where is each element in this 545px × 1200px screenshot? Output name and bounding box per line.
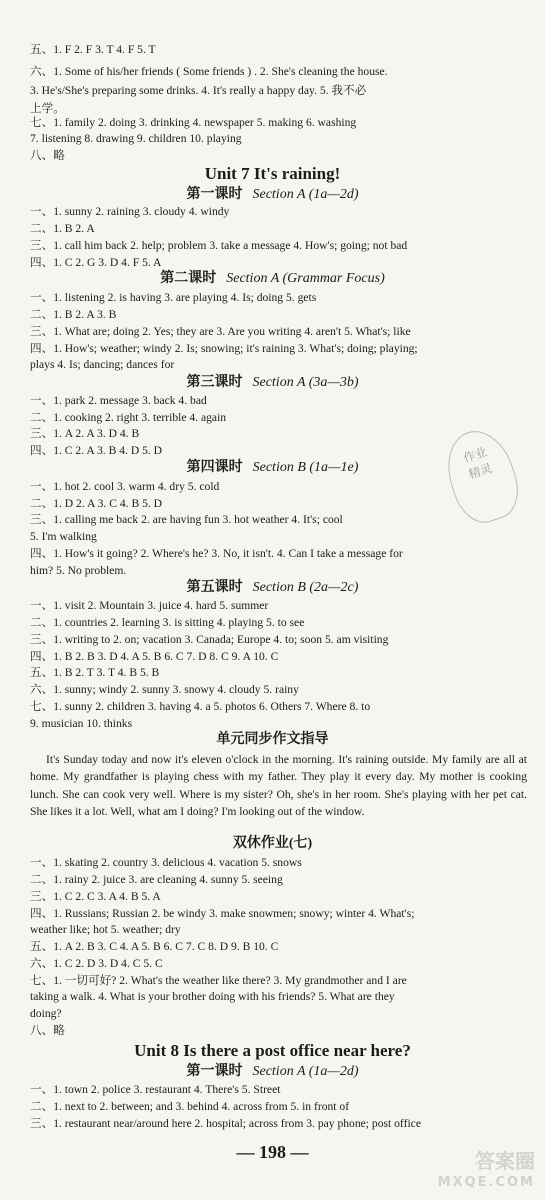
answer-line: 9. musician 10. thinks (30, 717, 133, 730)
answer-line: 四、1. C 2. A 3. B 4. D 5. D (30, 444, 163, 457)
watermark-text: 答案圈 (475, 1149, 535, 1173)
answer-line: 四、1. B 2. B 3. D 4. A 5. B 6. C 7. D 8. C 9. A 10. C (30, 650, 279, 663)
answer-line: 一、1. hot 2. cool 3. warm 4. dry 5. cold (30, 480, 220, 493)
answer-line: 一、1. park 2. message 3. back 4. bad (30, 394, 207, 407)
unit-title: Unit 8 Is there a post office near here? (134, 1041, 411, 1060)
answer-line: 二、1. countries 2. learning 3. is sitting 4. playing 5. to see (30, 616, 305, 629)
stamp-text: 作业 (461, 444, 489, 466)
answer-line: 一、1. town 2. police 3. restaurant 4. There's 5. Street (30, 1083, 281, 1096)
answer-line: 上学。 (30, 102, 65, 115)
answer-line: 二、1. rainy 2. juice 3. are cleaning 4. sunny 5. seeing (30, 873, 283, 886)
section-cn: 第五课时 (186, 580, 243, 595)
answer-line: 六、1. C 2. D 3. D 4. C 5. C (30, 957, 163, 970)
essay-title (0, 730, 545, 750)
answer-line: 五、1. B 2. T 3. T 4. B 5. B (30, 666, 160, 679)
answer-line: 五、1. A 2. B 3. C 4. A 5. B 6. C 7. C 8. D 9. B 10. C (30, 940, 279, 953)
section-title (0, 373, 545, 393)
stamp-text: 精灵 (466, 460, 495, 482)
section-title (0, 578, 545, 598)
section-cn: 第一课时 (186, 187, 243, 202)
answer-line: 5. I'm walking (30, 530, 97, 543)
answer-line: 三、1. calling me back 2. are having fun 3. hot weather 4. It's; cool (30, 513, 343, 526)
essay-title-text: 单元同步作文指导 (216, 732, 329, 747)
section-en: Section A (1a—2d) (252, 1064, 359, 1079)
section-cn: 第一课时 (186, 1064, 243, 1079)
unit-title: Unit 7 It's raining! (204, 164, 341, 183)
answer-line: 八、略 (30, 149, 65, 162)
answer-line: 7. listening 8. drawing 9. children 10. playing (30, 132, 242, 145)
section-en: Section A (3a—3b) (252, 375, 359, 390)
answer-line: 二、1. D 2. A 3. C 4. B 5. D (30, 497, 163, 510)
section-title (0, 185, 545, 205)
answer-line: 四、1. C 2. G 3. D 4. F 5. A (30, 256, 162, 269)
answer-line: 一、1. visit 2. Mountain 3. juice 4. hard 5. summer (30, 599, 269, 612)
answer-line: plays 4. Is; dancing; dances for (30, 358, 175, 371)
answer-line: 3. He's/She's preparing some drinks. 4. It's really a happy day. 5. 我不必 (30, 84, 367, 97)
answer-line: 二、1. cooking 2. right 3. terrible 4. again (30, 411, 227, 424)
section-cn: 第二课时 (160, 271, 217, 286)
section-en: Section B (2a—2c) (252, 580, 359, 595)
page-number: — 198 — (236, 1142, 309, 1162)
answer-line: 三、1. restaurant near/around here 2. hospital; across from 3. pay phone; post office (30, 1117, 421, 1130)
answer-line: him? 5. No problem. (30, 564, 127, 577)
answer-line: doing? (30, 1007, 62, 1020)
answer-line: 三、1. C 2. C 3. A 4. B 5. A (30, 890, 161, 903)
answer-line: 七、1. sunny 2. children 3. having 4. a 5. photos 6. Others 7. Where 8. to (30, 700, 371, 713)
answer-line: 二、1. next to 2. between; and 3. behind 4. across from 5. in front of (30, 1100, 350, 1113)
answer-line: 三、1. A 2. A 3. D 4. B (30, 427, 140, 440)
watermark-url: MXQE.COM (437, 1175, 535, 1190)
section-cn: 第三课时 (186, 375, 243, 390)
answer-line: 八、略 (30, 1024, 65, 1037)
answer-line: 六、1. sunny; windy 2. sunny 3. snowy 4. cloudy 5. rainy (30, 683, 299, 696)
section-en: Section B (1a—1e) (252, 460, 359, 475)
answer-line: 四、1. Russians; Russian 2. be windy 3. make snowmen; snowy; winter 4. What's; (30, 907, 415, 920)
answer-line: 二、1. B 2. A 3. B (30, 308, 117, 321)
section-title (0, 1062, 545, 1082)
weekend-title (0, 834, 545, 854)
answer-line: weather like; hot 5. weather; dry (30, 923, 181, 936)
watermark-logo (395, 1150, 535, 1194)
section-en: Section A (1a—2d) (252, 187, 359, 202)
answer-line: 三、1. What are; doing 2. Yes; they are 3. Are you writing 4. aren't 5. What's; like (30, 325, 411, 338)
answer-line: 三、1. writing to 2. on; vacation 3. Canada; Europe 4. to; soon 5. am visiting (30, 633, 389, 646)
answer-line: 七、1. family 2. doing 3. drinking 4. newspaper 5. making 6. washing (30, 116, 357, 129)
answer-line: 三、1. call him back 2. help; problem 3. take a message 4. How's; going; not bad (30, 239, 408, 252)
section-title (0, 269, 545, 289)
answer-line: 一、1. listening 2. is having 3. are playing 4. Is; doing 5. gets (30, 291, 317, 304)
answer-line: 四、1. How's; weather; windy 2. Is; snowing; it's raining 3. What's; doing; playing; (30, 342, 418, 355)
answer-line: 七、1. 一切可好? 2. What's the weather like there? 3. My grandmother and I are (30, 974, 407, 987)
answer-line: 一、1. sunny 2. raining 3. cloudy 4. windy (30, 205, 230, 218)
answer-line: 六、1. Some of his/her friends ( Some friends ) . 2. She's cleaning the house. (30, 65, 388, 78)
answer-line: taking a walk. 4. What is your brother doing with his friends? 5. What are they (30, 990, 395, 1003)
weekend-title-text: 双休作业(七) (232, 836, 313, 851)
section-cn: 第四课时 (186, 460, 243, 475)
answer-line: 五、1. F 2. F 3. T 4. F 5. T (30, 43, 156, 56)
answer-line: 四、1. How's it going? 2. Where's he? 3. No, it isn't. 4. Can I take a message for (30, 547, 403, 560)
answer-line: 二、1. B 2. A (30, 222, 95, 235)
essay-text: It's Sunday today and now it's eleven o'clock in the morning. It's raining outside. My family are all at home. My grandfather is playing chess with my father. They play it every day. My mother is cooking lunch. She can cook very well. Where is my sister? Oh, she's in her room. She's playing with her pet cat. She likes it a lot. Well, what am I doing? I'm looking out of the window. (30, 753, 527, 819)
answer-line: 一、1. skating 2. country 3. delicious 4. vacation 5. snows (30, 856, 302, 869)
section-en: Section A (Grammar Focus) (226, 271, 385, 286)
